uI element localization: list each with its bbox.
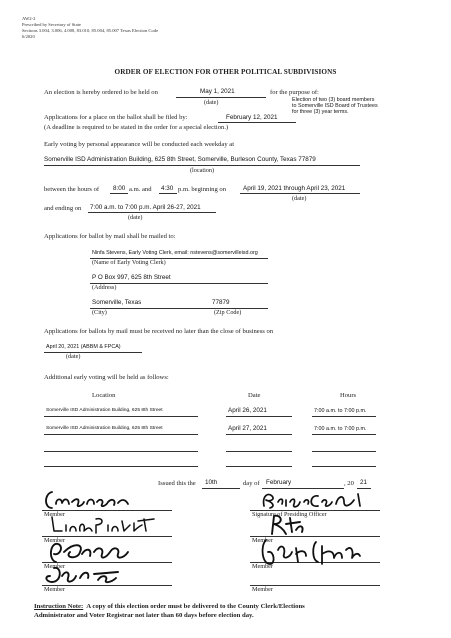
signature-member-3 — [44, 538, 134, 566]
row-1-hours-line — [312, 416, 376, 417]
end-time-value: 4:30 — [161, 185, 174, 192]
received-text: Applications for ballots by mail must be received no later than the close of business on — [44, 328, 274, 335]
early-voting-location-value: Somerville ISD Administration Building, 625 8th Street, Somerville, Burleson County, Texas 77879 — [44, 156, 316, 163]
issued-day-line — [202, 488, 240, 489]
row-3-hours-line — [312, 451, 376, 452]
row-2-date: April 27, 2021 — [228, 425, 267, 432]
header-hours: Hours — [340, 392, 357, 399]
purpose-line-1: Election of two (3) board members — [292, 97, 375, 103]
member-label-1: Member — [44, 511, 65, 518]
member-label-7: Member — [252, 586, 273, 593]
city-value: Somerville, Texas — [92, 299, 142, 306]
document-title: ORDER OF ELECTION FOR OTHER POLITICAL SUBDIVISIONS — [114, 68, 337, 76]
issued-month-value: February — [266, 479, 292, 486]
zip-value: 77879 — [212, 299, 230, 306]
row-1-date-line — [226, 416, 292, 417]
row-3-location-line — [44, 451, 198, 452]
ending-on-label: and ending on — [44, 205, 82, 212]
signature-member-2 — [48, 513, 158, 535]
election-date-line — [176, 97, 266, 98]
issued-year-value: 21 — [360, 479, 368, 486]
end-time-line — [159, 193, 177, 194]
code-sections: Sections 3.004, 3.006, 4.008, 83.010, 85.004, 85.007 Texas Election Code — [22, 28, 159, 33]
row-1-location: Somerville ISD Administration Building, 625 8th Street — [46, 408, 163, 413]
pm-beginning-label: p.m. beginning on — [178, 186, 226, 193]
row-1-location-line — [44, 416, 198, 417]
signature-member-4 — [40, 564, 130, 586]
instruction-text-2: Administrator and Voter Registrar not later than 60 days before election day. — [34, 612, 254, 619]
additional-intro: Additional early voting will be held as follows: — [44, 374, 169, 381]
row-2-location: Somerville ISD Administration Building, 625 8th Street — [46, 426, 163, 431]
member-label-5: Member — [252, 537, 273, 544]
application-deadline-line — [218, 122, 296, 123]
issued-day-value: 10th — [205, 479, 218, 486]
end-date-line — [88, 212, 216, 213]
header-date: Date — [248, 392, 261, 399]
form-number: AW2-2 — [22, 16, 36, 21]
end-date-caption: (date) — [128, 214, 143, 221]
address-line — [90, 283, 268, 284]
row-2-hours: 7:00 a.m. to 7:00 p.m. — [314, 426, 367, 432]
clerk-caption: (Name of Early Voting Clerk) — [92, 259, 166, 266]
row-3-date-line — [226, 451, 292, 452]
issued-text: Issued this the — [158, 480, 196, 487]
start-time-value: 8:00 — [113, 185, 126, 192]
deadline-note: (A deadline is required to be stated in the order for a special election.) — [44, 124, 229, 131]
election-intro: An election is hereby ordered to be held on — [44, 89, 158, 96]
row-1-date: April 26, 2021 — [228, 407, 267, 414]
row-4-date-line — [226, 466, 292, 467]
presiding-label: Signature of Presiding Officer — [252, 511, 327, 518]
application-deadline-text: Applications for a place on the ballot shall be filed by: — [44, 114, 188, 121]
election-date-caption: (date) — [204, 99, 219, 106]
signature-member-1 — [42, 488, 130, 512]
received-caption: (date) — [66, 353, 81, 360]
instruction-label: Instruction Note: — [34, 603, 84, 610]
zip-caption: (Zip Code) — [214, 309, 242, 316]
mail-intro: Applications for ballot by mail shall be mailed to: — [44, 233, 176, 240]
row-2-location-line — [44, 434, 198, 435]
address-value: P O Box 997, 625 8th Street — [92, 274, 171, 281]
prescribed-by: Prescribed by Secretary of State — [22, 22, 81, 27]
am-and-label: a.m. and — [129, 186, 152, 193]
purpose-label: for the purpose of: — [270, 89, 319, 96]
instruction-text: A copy of this election order must be delivered to the County Clerk/Elections — [86, 603, 305, 610]
location-caption: (location) — [190, 167, 215, 174]
member-label-2: Member — [44, 537, 65, 544]
day-of-label: day of — [243, 480, 260, 487]
signature-presiding-officer — [258, 488, 368, 510]
member-label-4: Member — [44, 586, 65, 593]
early-voting-intro: Early voting by personal appearance will be conducted each weekday at — [44, 141, 235, 148]
end-date-value: 7:00 a.m. to 7:00 p.m. April 26-27, 2021 — [90, 204, 201, 211]
early-voting-location-line — [44, 165, 360, 166]
row-4-location-line — [44, 466, 198, 467]
form-date: 6/2020 — [22, 34, 35, 39]
row-2-hours-line — [312, 434, 376, 435]
city-caption: (City) — [92, 309, 107, 316]
begin-date-line — [240, 193, 360, 194]
received-value: April 20, 2021 (ABBM & FPCA) — [46, 344, 121, 350]
signature-member-6 — [256, 536, 366, 570]
row-4-hours-line — [312, 466, 376, 467]
begin-date-caption: (date) — [292, 195, 307, 202]
signature-member-5 — [262, 512, 322, 538]
header-location: Location — [92, 392, 116, 399]
address-caption: (Address) — [92, 284, 117, 291]
purpose-line-2: to Somerville ISD Board of Trustees — [292, 103, 378, 109]
begin-date-value: April 19, 2021 through April 23, 2021 — [243, 185, 346, 192]
row-1-hours: 7:00 a.m. to 7:00 p.m. — [314, 408, 367, 414]
row-2-date-line — [226, 434, 292, 435]
start-time-line — [110, 193, 128, 194]
election-date-value: May 1, 2021 — [200, 88, 235, 95]
member-label-3: Member — [44, 563, 65, 570]
purpose-line-3: for three (3) year terms. — [292, 109, 349, 115]
application-deadline-value: February 12, 2021 — [226, 114, 278, 121]
member-label-6: Member — [252, 563, 273, 570]
year-prefix: , 20 — [344, 480, 354, 487]
received-line — [44, 352, 142, 353]
between-hours-label: between the hours of — [44, 186, 100, 193]
instruction-line-1 — [34, 603, 305, 610]
clerk-value: Ninfa Stevens, Early Voting Clerk, email: nstevens@somervilleisd.org — [92, 250, 258, 256]
